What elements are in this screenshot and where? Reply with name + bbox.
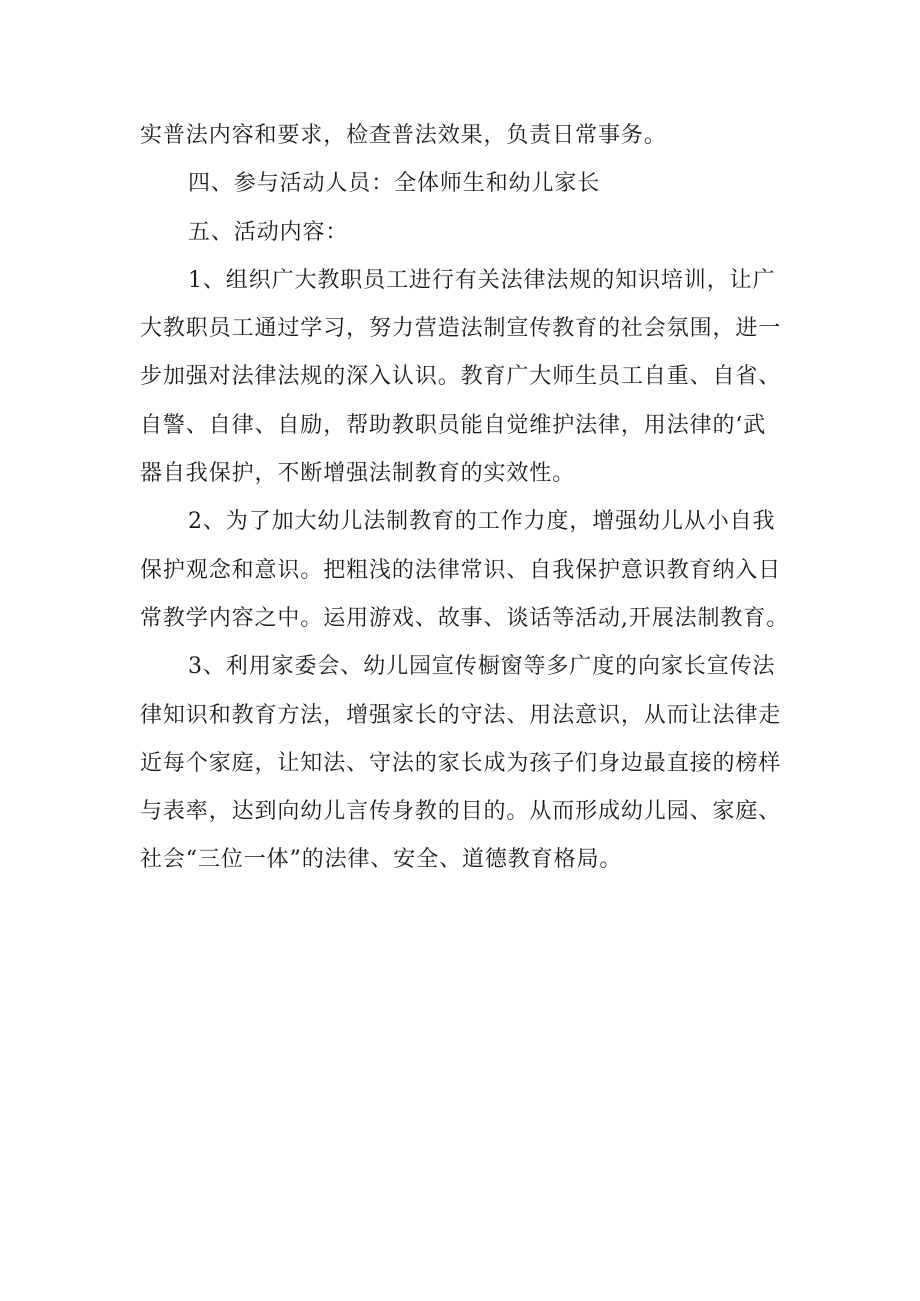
text-line: 2、为了加大幼儿法制教育的工作力度，增强幼儿从小自我 [188,509,776,535]
text-line: 自警、自律、自励，帮助教职员能自觉维护法律，用法律的‘武 [140,412,767,438]
text-line: 器自我保护，不断增强法制教育的实效性。 [140,461,576,487]
text-line: 大教职员工通过学习，努力营造法制宣传教育的社会氛围，进一 [140,316,782,342]
section-heading-participants: 四、参与活动人员：全体师生和幼儿家长 [188,171,601,197]
text-line: 律知识和教育方法，增强家长的守法、用法意识，从而让法律走 [140,702,782,728]
text-line: 步加强对法律法规的深入认识。教育广大师生员工自重、自省、 [140,364,782,390]
text-line: 常教学内容之中。运用游戏、故事、谈话等活动,开展法制教育。 [140,605,790,631]
text-line: 实普法内容和要求，检查普法效果，负责日常事务。 [140,123,667,148]
text-line: 与表率，达到向幼儿言传身教的目的。从而形成幼儿园、家庭、 [140,799,782,825]
text-line: 近每个家庭，让知法、守法的家长成为孩子们身边最直接的榜样 [140,750,782,776]
text-line: 社会“三位一体”的法律、安全、道德教育格局。 [140,847,623,873]
text-line: 1、组织广大教职员工进行有关法律法规的知识培训，让广 [188,267,776,293]
section-heading-content: 五、活动内容： [188,219,349,245]
text-line: 保护观念和意识。把粗浅的法律常识、自我保护意识教育纳入日 [140,557,782,583]
text-line: 3、利用家委会、幼儿园宣传橱窗等多广度的向家长宣传法 [188,654,776,680]
body-text [140,112,800,885]
